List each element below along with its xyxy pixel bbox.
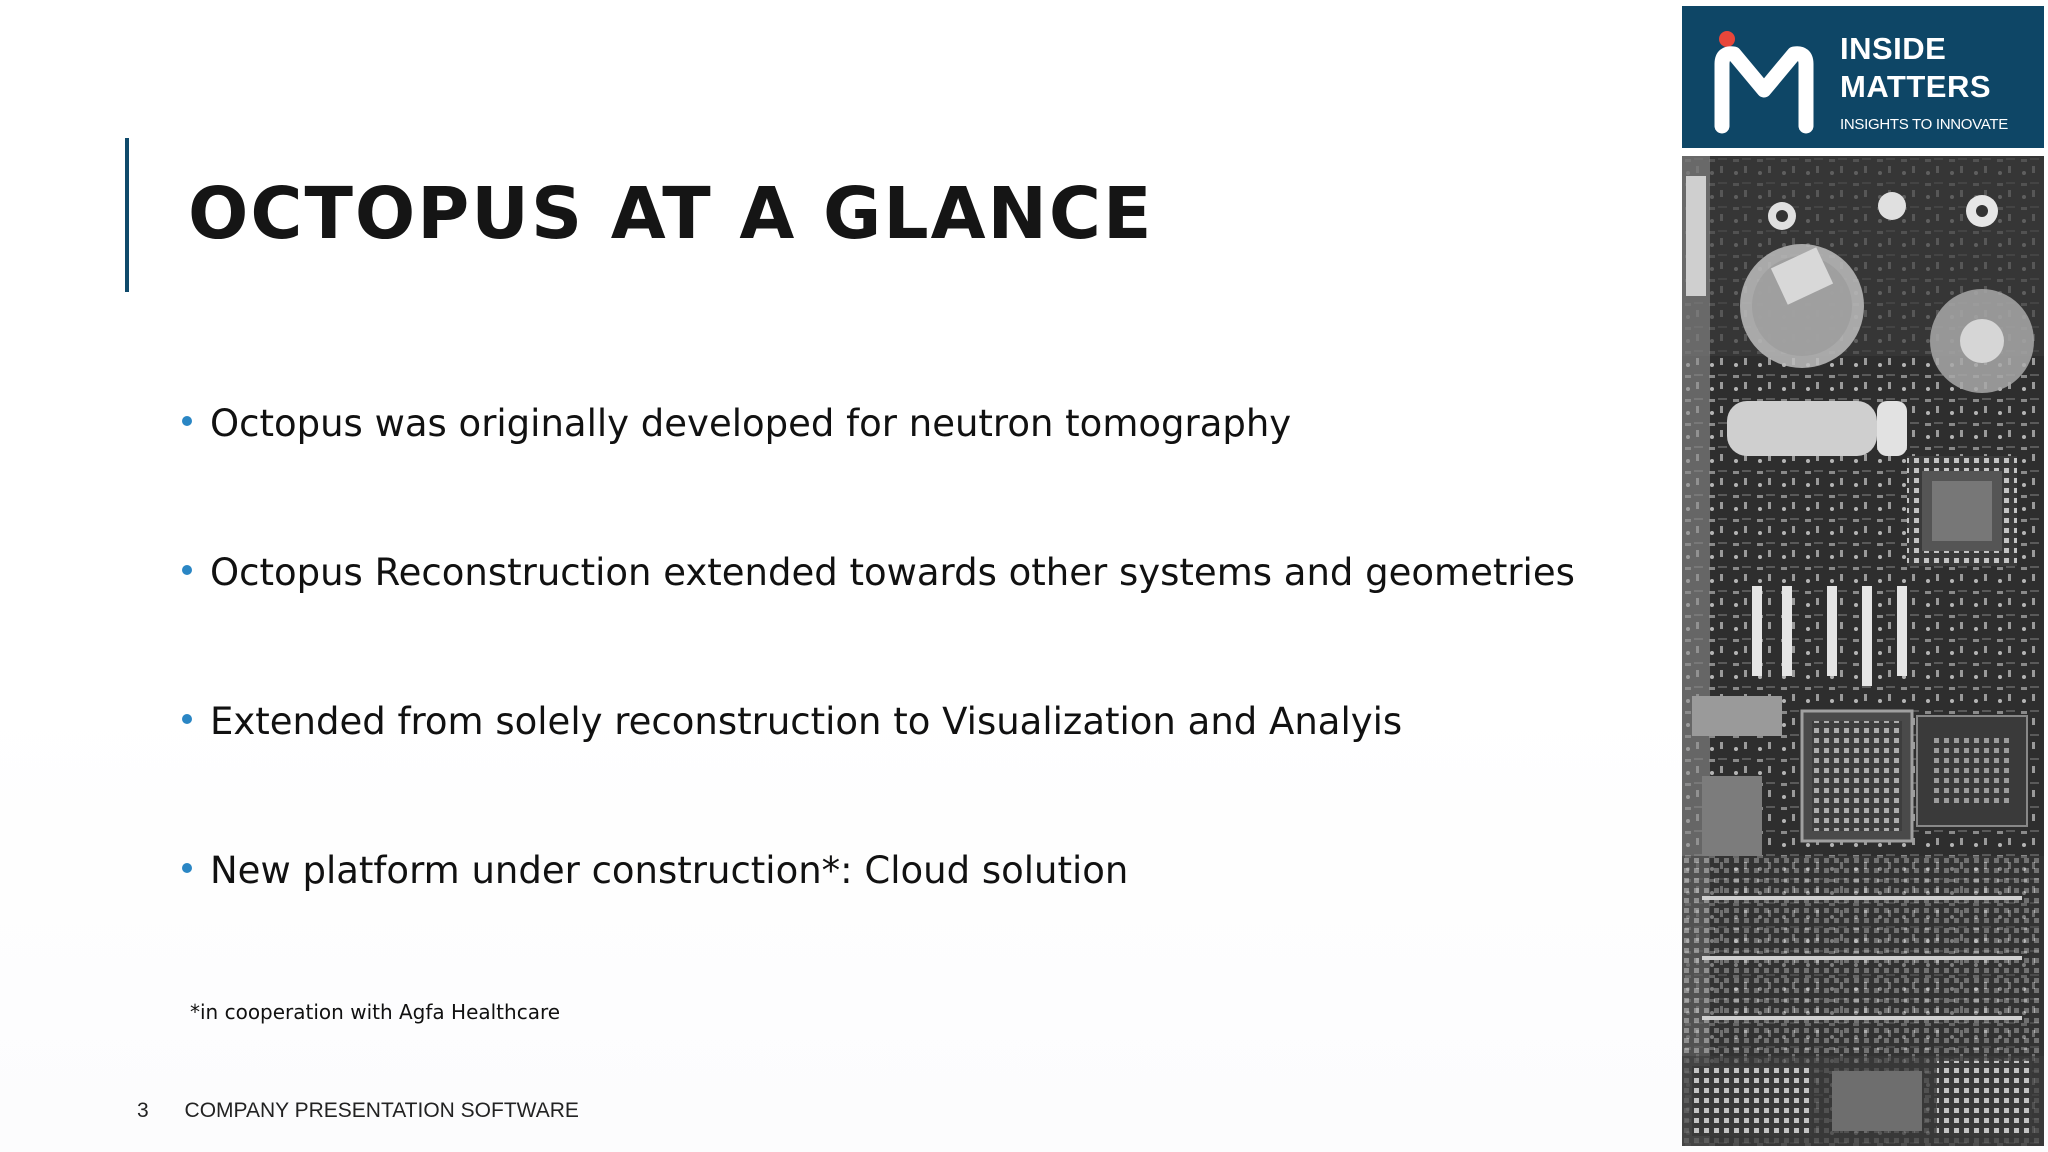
xray-graphic xyxy=(1682,156,2044,1146)
bullet-dot-icon xyxy=(182,565,192,575)
title-accent-bar xyxy=(125,138,129,292)
bullet-item xyxy=(182,398,1575,547)
bullet-dot-icon xyxy=(182,863,192,873)
bullet-item xyxy=(182,845,1575,994)
bullet-text: Octopus was originally developed for neutron tomography xyxy=(210,402,1292,445)
bullet-item xyxy=(182,547,1575,696)
company-logo xyxy=(1682,6,2044,148)
logo-text xyxy=(1840,30,2008,133)
bullet-dot-icon xyxy=(182,416,192,426)
bullet-item xyxy=(182,696,1575,845)
slide-title: OCTOPUS AT A GLANCE xyxy=(188,172,1154,255)
circuit-board-xray-image xyxy=(1682,156,2044,1146)
im-logo-mark-icon xyxy=(1714,30,1818,134)
footer-label: COMPANY PRESENTATION SOFTWARE xyxy=(184,1099,579,1122)
logo-line-matters: MATTERS xyxy=(1840,69,1992,104)
bullet-dot-icon xyxy=(182,714,192,724)
bullet-list xyxy=(182,398,1575,994)
page-number: 3 xyxy=(137,1099,149,1122)
bullet-text: New platform under construction*: Cloud solution xyxy=(210,849,1129,892)
slide-footer xyxy=(137,1099,579,1123)
footnote: *in cooperation with Agfa Healthcare xyxy=(190,1000,561,1024)
bullet-text: Extended from solely reconstruction to Visualization and Analyis xyxy=(210,700,1403,743)
bullet-text: Octopus Reconstruction extended towards other systems and geometries xyxy=(210,551,1575,594)
logo-line-inside: INSIDE xyxy=(1840,31,1947,66)
logo-tagline: INSIGHTS TO INNOVATE xyxy=(1840,116,2008,133)
